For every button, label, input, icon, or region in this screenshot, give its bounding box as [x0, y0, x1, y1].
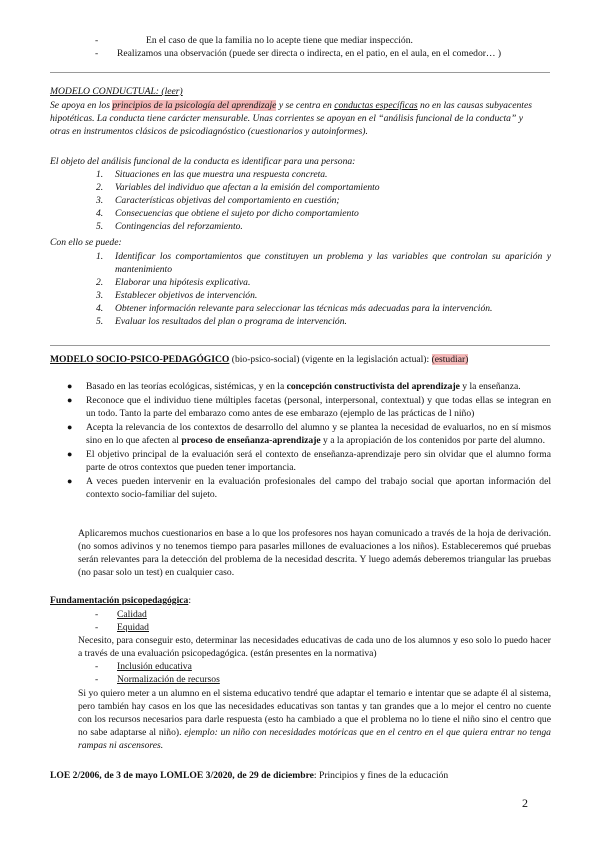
list-item: - Inclusión educativa: [95, 661, 192, 672]
conductual-paragraph: Se apoya en los principios de la psicología del aprendizaje y se centra en conductas específicas no en las causas subyacentes hipotéticas. La conducta tiene carácter mensurable. Unas corrientes se apoyan en el “análisis funcional de la conducta” y otras en instrumentos clásicos de psicodiagnóstico (cuestionarios y autoinformes).: [50, 100, 532, 138]
socio-paragraph: Aplicaremos muchos cuestionarios en base a lo que los profesores nos hayan comunicado a través de la hoja de derivación. (no somos adivinos y no tenemos tiempo para pasarles millones de evaluaciones a los niños). Estableceremos qué pruebas serán relevantes para la detección del problema de la necesidad descrita. Y luego además deberemos triangular las pruebas (no pasar solo un test) en cualquier caso.: [78, 528, 551, 579]
numbered-list-con-ello: [96, 250, 551, 328]
list-item: 2. Variables del individuo que afectan a la emisión del comportamiento: [96, 182, 380, 194]
list-item: - En el caso de que la familia no lo acepte tiene que mediar inspección.: [95, 35, 413, 46]
study-tag: (estudiar): [431, 354, 469, 365]
list-item: 2. Elaborar una hipótesis explicativa.: [96, 277, 251, 289]
bullet-list-socio: [67, 380, 551, 502]
objetivo-text: El objeto del análisis funcional de la conducta es identificar para una persona:: [50, 156, 356, 167]
list-item: ● A veces pueden intervenir en la evaluación profesionales del campo del trabajo social que aportan información del contexto socio-familiar del sujeto.: [67, 476, 551, 501]
fund-paragraph-1: Necesito, para conseguir esto, determinar las necesidades educativas de cada uno de los alumnos y eso solo lo puedo hacer a través de una evaluación psicopedagógica. (están presentes en la normativa): [78, 635, 551, 660]
list-item: ● Acepta la relevancia de los contextos de desarrollo del alumno y se plantea la necesidad de evaluarlos, no en sí mismos sino en lo que afecten al proceso de enseñanza-aprendizaje y a la apropiación de los contenidos por parte del alumno.: [67, 422, 551, 447]
list-item: ● Basado en las teorías ecológicas, sistémicas, y en la concepción constructivista del aprendizaje y la enseñanza.: [67, 381, 521, 392]
list-item: 5. Contingencias del reforzamiento.: [96, 221, 243, 233]
list-item: 4. Obtener información relevante para seleccionar las técnicas más adecuadas para la intervención.: [96, 303, 493, 315]
list-item: - Realizamos una observación (puede ser directa o indirecta, en el patio, en el aula, en el comedor… ): [95, 48, 502, 60]
fund-list-2: [95, 660, 220, 686]
section-title-socio: MODELO SOCIO-PSICO-PEDAGÓGICO (bio-psico-social) (vigente en la legislación actual): (estudiar): [50, 354, 469, 365]
loe-line: LOE 2/2006, de 3 de mayo LOMLOE 3/2020, de 29 de diciembre: Principios y fines de la educación: [50, 770, 449, 781]
divider: [50, 345, 550, 346]
top-dash-list: [95, 34, 545, 60]
list-item: 3. Establecer objetivos de intervención.: [96, 290, 258, 302]
list-item: - Normalización de recursos: [95, 674, 220, 686]
list-item: 4. Consecuencias que obtiene el sujeto por dicho comportamiento: [96, 208, 359, 220]
list-item: ● El objetivo principal de la evaluación será el contexto de enseñanza-aprendizaje pero sin olvidar que el alumno forma parte de otros contextos que pueden tener importancia.: [67, 449, 551, 474]
list-item: - Equidad: [95, 622, 149, 634]
fund-paragraph-2: Si yo quiero meter a un alumno en el sistema educativo tendré que adaptar el temario e intentar que se adapte él al sistema, pero también hay casos en los que las necesidades educativas son tantas y tan grandes que a lo mejor el centro no cuente con los recursos necesarios para darle respuesta (esto ha cambiado a que el problema no lo tiene el niño sino el centro que no sabe adaptarse al niño). ejemplo: un niño con necesidades motóricas que en el centro en el que quiera entrar no tenga rampas ni ascensores.: [78, 688, 551, 752]
list-item: 5. Evaluar los resultados del plan o programa de intervención.: [96, 316, 347, 328]
list-item: 1. Situaciones en las que muestra una respuesta concreta.: [96, 169, 328, 180]
section-title-fundamentacion: Fundamentación psicopedagógica:: [50, 595, 191, 606]
fund-list-1: [95, 608, 149, 634]
list-item: 1. Identificar los comportamientos que constituyen un problema y las variables que controlan su aparición y mantenimiento: [96, 251, 551, 276]
divider: [50, 72, 550, 73]
con-ello-text: Con ello se puede:: [50, 237, 122, 248]
page-number: 2: [522, 796, 528, 810]
numbered-list-objetivos: [96, 168, 551, 233]
list-item: 3. Características objetivas del comportamiento en cuestión;: [96, 195, 340, 207]
list-item: - Calidad: [95, 609, 147, 620]
list-item: ● Reconoce que el individuo tiene múltiples facetas (personal, interpersonal, contextual) y que todas ellas se integran en un todo. Tanto la parte del embarazo como antes de ese embarazo (ejemplo de las prácticas de l niño): [67, 395, 551, 420]
section-title-conductual: MODELO CONDUCTUAL: (leer): [50, 86, 183, 97]
